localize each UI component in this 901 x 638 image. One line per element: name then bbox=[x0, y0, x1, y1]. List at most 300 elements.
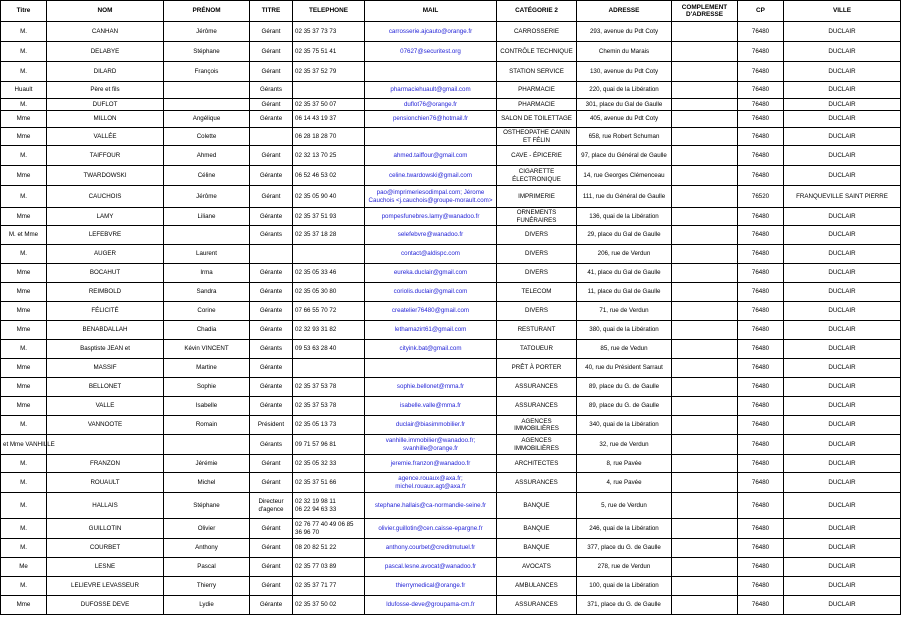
cell-mail[interactable]: carrosserie.ajcauto@orange.fr bbox=[365, 22, 497, 42]
cell-prenom: François bbox=[164, 62, 250, 82]
cell-cp: 76480 bbox=[738, 82, 784, 99]
cell-fonction: Gérant bbox=[250, 146, 293, 166]
cell-adresse: 293, avenue du Pdt Coty bbox=[577, 22, 672, 42]
cell-ville: DUCLAIR bbox=[784, 539, 901, 558]
cell-cp: 76480 bbox=[738, 493, 784, 519]
cell-tel: 02 35 37 51 93 bbox=[293, 208, 365, 226]
cell-titre: M. bbox=[1, 416, 47, 435]
header-nom: NOM bbox=[47, 1, 164, 22]
cell-ville: DUCLAIR bbox=[784, 146, 901, 166]
cell-mail[interactable]: celine.twardowski@gmail.com bbox=[365, 166, 497, 186]
cell-ville: DUCLAIR bbox=[784, 42, 901, 62]
cell-mail bbox=[365, 359, 497, 378]
cell-categorie: DIVERS bbox=[497, 264, 577, 283]
table-row bbox=[1, 82, 901, 99]
cell-tel bbox=[293, 82, 365, 99]
cell-nom: BELLONET bbox=[47, 378, 164, 397]
cell-tel: 02 35 05 13 73 bbox=[293, 416, 365, 435]
cell-cp: 76480 bbox=[738, 264, 784, 283]
cell-titre: M. bbox=[1, 577, 47, 596]
cell-nom: VALLE bbox=[47, 397, 164, 416]
cell-categorie: DIVERS bbox=[497, 245, 577, 264]
cell-prenom: Stéphane bbox=[164, 42, 250, 62]
cell-cp: 76480 bbox=[738, 519, 784, 539]
cell-tel: 09 53 63 28 40 bbox=[293, 340, 365, 359]
cell-categorie: CARROSSERIE bbox=[497, 22, 577, 42]
cell-tel: 02 35 05 33 46 bbox=[293, 264, 365, 283]
cell-titre: M. bbox=[1, 473, 47, 493]
cell-prenom: Pascal bbox=[164, 558, 250, 577]
cell-nom: ROUAULT bbox=[47, 473, 164, 493]
cell-tel: 02 35 05 32 33 bbox=[293, 455, 365, 473]
cell-categorie: DIVERS bbox=[497, 226, 577, 245]
cell-complement bbox=[672, 397, 738, 416]
cell-prenom: Kévin VINCENT bbox=[164, 340, 250, 359]
table-row bbox=[1, 397, 901, 416]
cell-ville: DUCLAIR bbox=[784, 340, 901, 359]
cell-complement bbox=[672, 519, 738, 539]
cell-adresse: 130, avenue du Pdt Coty bbox=[577, 62, 672, 82]
cell-tel: 06 52 46 53 02 bbox=[293, 166, 365, 186]
cell-mail[interactable]: pao@imprimeriesodimpal.com; Jérome Cauchois <j.cauchois@groupe-morault.com> bbox=[365, 186, 497, 208]
cell-cp: 76480 bbox=[738, 283, 784, 302]
cell-adresse: 111, rue du Général de Gaulle bbox=[577, 186, 672, 208]
cell-tel: 02 35 37 50 02 bbox=[293, 596, 365, 615]
cell-ville: DUCLAIR bbox=[784, 82, 901, 99]
cell-adresse: 40, rue du Président Sarraut bbox=[577, 359, 672, 378]
cell-adresse: 246, quai de la Libération bbox=[577, 519, 672, 539]
cell-complement bbox=[672, 416, 738, 435]
cell-categorie: PHARMACIE bbox=[497, 99, 577, 111]
cell-mail[interactable]: coriolis.duclair@gmail.com bbox=[365, 283, 497, 302]
cell-titre: M. bbox=[1, 186, 47, 208]
cell-titre: et Mme VANHILLE bbox=[1, 435, 47, 455]
cell-fonction: Gérant bbox=[250, 577, 293, 596]
cell-tel: 09 71 57 96 81 bbox=[293, 435, 365, 455]
header-adresse: ADRESSE bbox=[577, 1, 672, 22]
cell-titre: Mme bbox=[1, 397, 47, 416]
cell-mail bbox=[365, 62, 497, 82]
cell-ville: DUCLAIR bbox=[784, 245, 901, 264]
cell-adresse: 29, place du Gal de Gaulle bbox=[577, 226, 672, 245]
cell-cp: 76480 bbox=[738, 62, 784, 82]
cell-nom: DUFLOT bbox=[47, 99, 164, 111]
cell-titre: M. bbox=[1, 146, 47, 166]
cell-ville: DUCLAIR bbox=[784, 99, 901, 111]
cell-nom: HALLAIS bbox=[47, 493, 164, 519]
cell-tel: 02 35 37 73 73 bbox=[293, 22, 365, 42]
table-row bbox=[1, 558, 901, 577]
cell-fonction: Gérant bbox=[250, 62, 293, 82]
cell-titre: Mme bbox=[1, 302, 47, 321]
header-categorie: CATÉGORIE 2 bbox=[497, 1, 577, 22]
cell-cp: 76480 bbox=[738, 22, 784, 42]
table-row bbox=[1, 283, 901, 302]
cell-categorie: ASSURANCES bbox=[497, 473, 577, 493]
cell-cp: 76480 bbox=[738, 146, 784, 166]
cell-mail[interactable]: anthony.courbet@creditmutuel.fr bbox=[365, 539, 497, 558]
cell-ville: DUCLAIR bbox=[784, 22, 901, 42]
table-row bbox=[1, 186, 901, 208]
cell-ville: DUCLAIR bbox=[784, 166, 901, 186]
cell-complement bbox=[672, 455, 738, 473]
cell-nom: FÉLICITÉ bbox=[47, 302, 164, 321]
cell-tel: 08 20 82 51 22 bbox=[293, 539, 365, 558]
cell-mail[interactable]: olivier.guillotin@cen.caisse-epargne.fr bbox=[365, 519, 497, 539]
cell-titre: M. bbox=[1, 539, 47, 558]
cell-categorie: AVOCATS bbox=[497, 558, 577, 577]
table-row bbox=[1, 359, 901, 378]
cell-tel: 02 35 05 30 80 bbox=[293, 283, 365, 302]
cell-ville: DUCLAIR bbox=[784, 302, 901, 321]
cell-fonction: Gérante bbox=[250, 166, 293, 186]
cell-fonction: Gérante bbox=[250, 321, 293, 340]
cell-titre: Mme bbox=[1, 378, 47, 397]
cell-nom: FRANZON bbox=[47, 455, 164, 473]
cell-titre: Mme bbox=[1, 208, 47, 226]
table-row bbox=[1, 378, 901, 397]
cell-tel: 02 76 77 40 49 06 85 36 96 70 bbox=[293, 519, 365, 539]
cell-complement bbox=[672, 166, 738, 186]
cell-categorie: BANQUE bbox=[497, 493, 577, 519]
cell-mail[interactable]: pharmaciehuault@gmail.com bbox=[365, 82, 497, 99]
cell-ville: DUCLAIR bbox=[784, 264, 901, 283]
cell-mail[interactable]: thierrymedical@orange.fr bbox=[365, 577, 497, 596]
cell-prenom: Irma bbox=[164, 264, 250, 283]
table-row bbox=[1, 455, 901, 473]
cell-ville: DUCLAIR bbox=[784, 321, 901, 340]
cell-mail[interactable]: jeremie.franzon@wanadoo.fr bbox=[365, 455, 497, 473]
cell-categorie: CIGARETTE ÉLECTRONIQUE bbox=[497, 166, 577, 186]
cell-ville: DUCLAIR bbox=[784, 416, 901, 435]
table-row bbox=[1, 22, 901, 42]
table-row bbox=[1, 208, 901, 226]
cell-nom: LEFEBVRE bbox=[47, 226, 164, 245]
cell-fonction: Gérant bbox=[250, 42, 293, 62]
cell-mail[interactable]: selefebvre@wanadoo.fr bbox=[365, 226, 497, 245]
cell-ville: DUCLAIR bbox=[784, 208, 901, 226]
cell-nom: DUFOSSE DEVE bbox=[47, 596, 164, 615]
cell-complement bbox=[672, 82, 738, 99]
cell-complement bbox=[672, 558, 738, 577]
table-row bbox=[1, 146, 901, 166]
header-row bbox=[1, 1, 901, 22]
cell-titre: M. bbox=[1, 42, 47, 62]
cell-adresse: 377, place du G. de Gaulle bbox=[577, 539, 672, 558]
cell-tel: 06 28 18 28 70 bbox=[293, 128, 365, 146]
cell-complement bbox=[672, 321, 738, 340]
table-row bbox=[1, 245, 901, 264]
cell-prenom: Céline bbox=[164, 166, 250, 186]
cell-prenom: Angélique bbox=[164, 111, 250, 128]
cell-mail[interactable]: createlier76480@gmail.com bbox=[365, 302, 497, 321]
cell-cp: 76480 bbox=[738, 577, 784, 596]
cell-cp: 76480 bbox=[738, 99, 784, 111]
cell-adresse: 380, quai de la Libération bbox=[577, 321, 672, 340]
cell-nom: BENABDALLAH bbox=[47, 321, 164, 340]
cell-complement bbox=[672, 473, 738, 493]
cell-nom: Basptiste JEAN et bbox=[47, 340, 164, 359]
cell-categorie: AGENCES IMMOBILIÈRES bbox=[497, 416, 577, 435]
cell-titre: M. bbox=[1, 22, 47, 42]
cell-titre: M. bbox=[1, 245, 47, 264]
cell-mail[interactable]: vanhille.immobilier@wanadoo.fr; svanhille@orange.fr bbox=[365, 435, 497, 455]
cell-cp: 76480 bbox=[738, 473, 784, 493]
cell-mail[interactable]: isabelle.valle@mma.fr bbox=[365, 397, 497, 416]
cell-tel: 02 35 37 50 07 bbox=[293, 99, 365, 111]
cell-fonction: Gérants bbox=[250, 226, 293, 245]
cell-ville: FRANQUEVILLE SAINT PIERRE bbox=[784, 186, 901, 208]
cell-adresse: 8, rue Pavée bbox=[577, 455, 672, 473]
cell-mail[interactable]: pompesfunebres.lamy@wanadoo.fr bbox=[365, 208, 497, 226]
cell-ville: DUCLAIR bbox=[784, 226, 901, 245]
cell-prenom bbox=[164, 435, 250, 455]
table-row bbox=[1, 302, 901, 321]
cell-categorie: AGENCES IMMOBILIÈRES bbox=[497, 435, 577, 455]
cell-complement bbox=[672, 283, 738, 302]
cell-nom: LELIEVRE LEVASSEUR bbox=[47, 577, 164, 596]
cell-tel: 02 35 37 52 79 bbox=[293, 62, 365, 82]
cell-adresse: 89, place du G. de Gaulle bbox=[577, 397, 672, 416]
cell-tel bbox=[293, 245, 365, 264]
cell-ville: DUCLAIR bbox=[784, 558, 901, 577]
cell-titre: M. et Mme bbox=[1, 226, 47, 245]
cell-nom: BOCAHUT bbox=[47, 264, 164, 283]
cell-fonction: Gérante bbox=[250, 111, 293, 128]
cell-titre: Mme bbox=[1, 166, 47, 186]
cell-complement bbox=[672, 99, 738, 111]
cell-complement bbox=[672, 208, 738, 226]
cell-prenom: Martine bbox=[164, 359, 250, 378]
cell-fonction: Gérant bbox=[250, 455, 293, 473]
cell-fonction: Gérante bbox=[250, 596, 293, 615]
cell-fonction: Gérant bbox=[250, 539, 293, 558]
cell-categorie: TATOUEUR bbox=[497, 340, 577, 359]
cell-categorie: AMBULANCES bbox=[497, 577, 577, 596]
header-mail: MAIL bbox=[365, 1, 497, 22]
cell-categorie: ARCHITECTES bbox=[497, 455, 577, 473]
cell-mail bbox=[365, 128, 497, 146]
cell-titre: Mme bbox=[1, 264, 47, 283]
cell-fonction: Gérante bbox=[250, 397, 293, 416]
cell-adresse: 340, quai de la Libération bbox=[577, 416, 672, 435]
cell-fonction bbox=[250, 128, 293, 146]
cell-cp: 76480 bbox=[738, 378, 784, 397]
table-row bbox=[1, 128, 901, 146]
cell-categorie: PRÊT À PORTER bbox=[497, 359, 577, 378]
cell-nom: CAUCHOIS bbox=[47, 186, 164, 208]
cell-mail[interactable]: contact@aldispc.com bbox=[365, 245, 497, 264]
cell-fonction: Gérants bbox=[250, 82, 293, 99]
table-row bbox=[1, 435, 901, 455]
cell-mail[interactable]: eureka.duclair@gmail.com bbox=[365, 264, 497, 283]
cell-adresse: 5, rue de Verdun bbox=[577, 493, 672, 519]
cell-cp: 76480 bbox=[738, 321, 784, 340]
cell-mail[interactable]: ldufosse-deve@groupama-cm.fr bbox=[365, 596, 497, 615]
cell-categorie: PHARMACIE bbox=[497, 82, 577, 99]
cell-ville: DUCLAIR bbox=[784, 596, 901, 615]
cell-nom: AUGER bbox=[47, 245, 164, 264]
cell-complement bbox=[672, 302, 738, 321]
cell-cp: 76480 bbox=[738, 359, 784, 378]
cell-fonction: Gérante bbox=[250, 378, 293, 397]
cell-categorie: BANQUE bbox=[497, 539, 577, 558]
cell-adresse: 206, rue de Verdun bbox=[577, 245, 672, 264]
cell-mail[interactable]: ahmed.taiffour@gmail.com bbox=[365, 146, 497, 166]
cell-nom: REIMBOLD bbox=[47, 283, 164, 302]
cell-fonction: Gérant bbox=[250, 519, 293, 539]
cell-fonction: Gérante bbox=[250, 283, 293, 302]
cell-fonction: Gérant bbox=[250, 99, 293, 111]
cell-nom: TAIFFOUR bbox=[47, 146, 164, 166]
cell-categorie: DIVERS bbox=[497, 302, 577, 321]
cell-titre: Mme bbox=[1, 359, 47, 378]
cell-adresse: 89, place du G. de Gaulle bbox=[577, 378, 672, 397]
cell-nom: TWARDOWSKI bbox=[47, 166, 164, 186]
cell-prenom: Corine bbox=[164, 302, 250, 321]
cell-prenom: Jérôme bbox=[164, 186, 250, 208]
cell-complement bbox=[672, 435, 738, 455]
cell-titre: M. bbox=[1, 340, 47, 359]
table-row bbox=[1, 42, 901, 62]
cell-complement bbox=[672, 340, 738, 359]
cell-cp: 76480 bbox=[738, 397, 784, 416]
cell-prenom: Thierry bbox=[164, 577, 250, 596]
cell-fonction: Gérant bbox=[250, 186, 293, 208]
cell-adresse: Chemin du Marais bbox=[577, 42, 672, 62]
cell-prenom: Liliane bbox=[164, 208, 250, 226]
cell-fonction: Président bbox=[250, 416, 293, 435]
cell-titre: Me bbox=[1, 558, 47, 577]
cell-ville: DUCLAIR bbox=[784, 128, 901, 146]
cell-prenom: Jérémie bbox=[164, 455, 250, 473]
table-row bbox=[1, 577, 901, 596]
cell-tel: 02 35 37 53 78 bbox=[293, 397, 365, 416]
cell-categorie: OSTHEOPATHE CANIN ET FÉLIN bbox=[497, 128, 577, 146]
cell-complement bbox=[672, 378, 738, 397]
header-complement: COMPLEMENT D'ADRESSE bbox=[672, 1, 738, 22]
cell-mail[interactable]: lethamazirt61@gmail.com bbox=[365, 321, 497, 340]
cell-nom: LESNE bbox=[47, 558, 164, 577]
cell-complement bbox=[672, 596, 738, 615]
cell-titre: Mme bbox=[1, 321, 47, 340]
cell-mail[interactable]: agence.rouaux@axa.fr; michel.rouaux.agt@axa.fr bbox=[365, 473, 497, 493]
header-ville: VILLE bbox=[784, 1, 901, 22]
cell-complement bbox=[672, 186, 738, 208]
cell-mail[interactable]: duflot76@orange.fr bbox=[365, 99, 497, 111]
cell-prenom: Colette bbox=[164, 128, 250, 146]
cell-prenom: Romain bbox=[164, 416, 250, 435]
cell-cp: 76520 bbox=[738, 186, 784, 208]
cell-nom: CANHAN bbox=[47, 22, 164, 42]
cell-mail[interactable]: pensionchien76@hotmail.fr bbox=[365, 111, 497, 128]
cell-prenom: Stéphane bbox=[164, 493, 250, 519]
cell-adresse: 658, rue Robert Schuman bbox=[577, 128, 672, 146]
cell-fonction: Gérante bbox=[250, 208, 293, 226]
cell-complement bbox=[672, 42, 738, 62]
cell-nom: COURBET bbox=[47, 539, 164, 558]
cell-ville: DUCLAIR bbox=[784, 111, 901, 128]
cell-prenom: Chadia bbox=[164, 321, 250, 340]
cell-cp: 76480 bbox=[738, 166, 784, 186]
cell-fonction: Gérant bbox=[250, 22, 293, 42]
cell-nom: VALLÉE bbox=[47, 128, 164, 146]
cell-fonction: Gérants bbox=[250, 340, 293, 359]
cell-titre: Mme bbox=[1, 111, 47, 128]
cell-tel: 02 35 37 51 66 bbox=[293, 473, 365, 493]
cell-nom: DELABYE bbox=[47, 42, 164, 62]
cell-cp: 76480 bbox=[738, 455, 784, 473]
cell-adresse: 100, quai de la Libération bbox=[577, 577, 672, 596]
cell-nom: LAMY bbox=[47, 208, 164, 226]
cell-complement bbox=[672, 493, 738, 519]
cell-categorie: SALON DE TOILETTAGE bbox=[497, 111, 577, 128]
cell-categorie: ASSURANCES bbox=[497, 397, 577, 416]
cell-adresse: 11, place du Gal de Gaulle bbox=[577, 283, 672, 302]
cell-adresse: 405, avenue du Pdt Coty bbox=[577, 111, 672, 128]
table-row bbox=[1, 596, 901, 615]
table-row bbox=[1, 493, 901, 519]
cell-mail[interactable]: stephane.hallais@ca-normandie-seine.fr bbox=[365, 493, 497, 519]
cell-mail[interactable]: cityink.bat@gmail.com bbox=[365, 340, 497, 359]
cell-ville: DUCLAIR bbox=[784, 283, 901, 302]
cell-adresse: 301, place du Gal de Gaulle bbox=[577, 99, 672, 111]
cell-prenom: Michel bbox=[164, 473, 250, 493]
header-prenom: PRÉNOM bbox=[164, 1, 250, 22]
table-body bbox=[1, 22, 901, 615]
cell-complement bbox=[672, 539, 738, 558]
cell-complement bbox=[672, 577, 738, 596]
cell-mail[interactable]: sophie.bellonet@mma.fr bbox=[365, 378, 497, 397]
cell-cp: 76480 bbox=[738, 435, 784, 455]
cell-cp: 76480 bbox=[738, 558, 784, 577]
cell-prenom: Lydie bbox=[164, 596, 250, 615]
cell-adresse: 14, rue Georges Clémenceau bbox=[577, 166, 672, 186]
cell-mail[interactable]: duclair@biasimmobilier.fr bbox=[365, 416, 497, 435]
cell-adresse: 85, rue de Vedun bbox=[577, 340, 672, 359]
cell-tel: 07 66 55 70 72 bbox=[293, 302, 365, 321]
cell-categorie: STATION SERVICE bbox=[497, 62, 577, 82]
cell-titre: Mme bbox=[1, 596, 47, 615]
cell-complement bbox=[672, 226, 738, 245]
cell-ville: DUCLAIR bbox=[784, 397, 901, 416]
cell-cp: 76480 bbox=[738, 111, 784, 128]
cell-cp: 76480 bbox=[738, 208, 784, 226]
cell-adresse: 371, place du G. de Gaulle bbox=[577, 596, 672, 615]
cell-mail[interactable]: 07627@securitest.org bbox=[365, 42, 497, 62]
cell-categorie: ORNEMENTS FUNÉRAIRES bbox=[497, 208, 577, 226]
cell-adresse: 220, quai de la Libération bbox=[577, 82, 672, 99]
table-row bbox=[1, 473, 901, 493]
cell-categorie: ASSURANCES bbox=[497, 378, 577, 397]
cell-prenom: Ahmed bbox=[164, 146, 250, 166]
cell-ville: DUCLAIR bbox=[784, 493, 901, 519]
table-row bbox=[1, 340, 901, 359]
cell-categorie: BANQUE bbox=[497, 519, 577, 539]
cell-categorie: IMPRIMERIE bbox=[497, 186, 577, 208]
cell-nom: VANNOOTE bbox=[47, 416, 164, 435]
cell-tel: 06 14 43 19 37 bbox=[293, 111, 365, 128]
cell-prenom bbox=[164, 226, 250, 245]
cell-complement bbox=[672, 359, 738, 378]
cell-tel: 02 35 37 71 77 bbox=[293, 577, 365, 596]
cell-complement bbox=[672, 111, 738, 128]
cell-mail[interactable]: pascal.lesne.avocat@wanadoo.fr bbox=[365, 558, 497, 577]
table-row bbox=[1, 62, 901, 82]
table-row bbox=[1, 264, 901, 283]
cell-ville: DUCLAIR bbox=[784, 378, 901, 397]
cell-fonction: Gérante bbox=[250, 302, 293, 321]
